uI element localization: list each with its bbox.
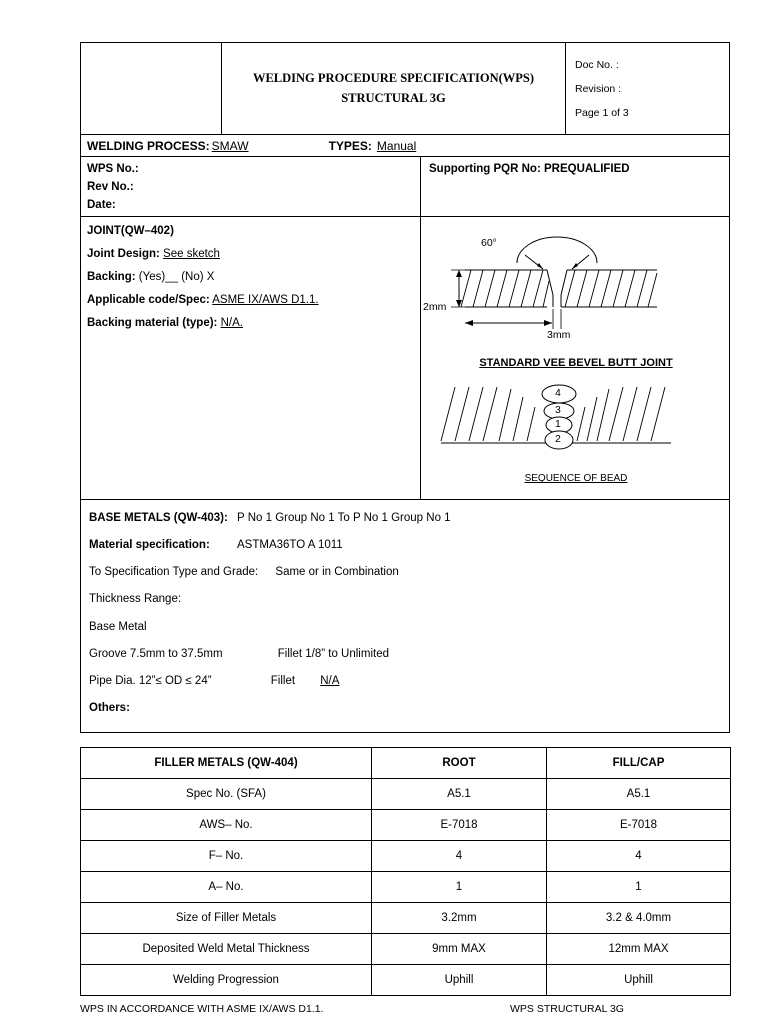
joint-sketch-cell [421, 217, 729, 499]
backing-row [87, 271, 414, 283]
row-root-value: 1 [372, 871, 547, 902]
revision-label: Revision : [575, 83, 622, 96]
table-row [81, 933, 731, 964]
document-header [80, 42, 730, 135]
row-root-value: 9mm MAX [372, 933, 547, 964]
supporting-pqr-label: Supporting PQR No: PREQUALIFIED [429, 163, 630, 175]
bead-number-1: 1 [555, 418, 561, 431]
row-label: A– No. [81, 871, 372, 902]
material-spec-value: ASTMA36TO A 1011 [237, 539, 343, 552]
bead-sequence-sketch-svg [425, 379, 725, 479]
row-label: Welding Progression [81, 964, 372, 995]
row-label: F– No. [81, 840, 372, 871]
pipe-dia-range: Pipe Dia. 12”≤ OD ≤ 24” [89, 674, 212, 687]
angle-label: 60° [481, 237, 497, 250]
footer-right-text: WPS STRUCTURAL 3G [510, 1002, 624, 1015]
doc-no-label: Doc No. : [575, 59, 619, 71]
table-header-row [81, 747, 731, 778]
types-label: TYPES: [328, 138, 372, 153]
wps-id-cell [81, 157, 421, 216]
bead-number-4: 4 [555, 387, 561, 400]
column-header-category: FILLER METALS (QW-404) [81, 747, 372, 778]
column-header-fillcap: FILL/CAP [547, 747, 731, 778]
column-header-root: ROOT [372, 747, 547, 778]
base-metals-title: BASE METALS (QW-403): [89, 512, 228, 525]
row-root-value: 3.2mm [372, 902, 547, 933]
row-label: Spec No. (SFA) [81, 778, 372, 809]
filler-metals-table [80, 747, 731, 996]
joint-design-label: Joint Design: [87, 248, 160, 261]
table-row [81, 964, 731, 995]
joint-design-value: See sketch [163, 248, 220, 261]
row-fillcap-value: 4 [547, 840, 731, 871]
supporting-pqr-cell [421, 157, 729, 216]
root-gap-label: 3mm [547, 329, 571, 342]
table-row [81, 902, 731, 933]
code-spec-row [87, 294, 414, 306]
document-footer [80, 1003, 730, 1015]
page-title-line1: WELDING PROCEDURE SPECIFICATION(WPS) [252, 71, 535, 86]
welding-process-label: WELDING PROCESS: [87, 138, 210, 153]
page-title-line2: STRUCTURAL 3G [341, 90, 446, 105]
type-grade-row [89, 559, 721, 586]
row-fillcap-value: Uphill [547, 964, 731, 995]
welding-process-row [80, 135, 730, 156]
thickness-label: 2mm [423, 301, 447, 314]
table-row [81, 840, 731, 871]
code-spec-label: Applicable code/Spec: [87, 294, 210, 307]
row-fillcap-value: 12mm MAX [547, 933, 731, 964]
wps-body [80, 156, 730, 733]
thickness-range-label: Thickness Range: [89, 593, 182, 606]
wps-identification-row [81, 157, 729, 216]
sketch-caption-1: STANDARD VEE BEVEL BUTT JOINT [479, 357, 673, 370]
pipe-row [89, 668, 721, 695]
joint-section [81, 216, 729, 499]
row-label: AWS– No. [81, 809, 372, 840]
table-row [81, 809, 731, 840]
row-fillcap-value: 1 [547, 871, 731, 902]
joint-details-cell [81, 217, 421, 499]
material-spec-row [89, 532, 721, 559]
sketch-caption-2: SEQUENCE OF BEAD [524, 473, 628, 485]
backing-material-row [87, 317, 414, 329]
others-label: Others: [89, 701, 130, 714]
backing-material-value: N/A. [220, 317, 243, 330]
rev-no-label: Rev No.: [87, 180, 134, 193]
table-row [81, 871, 731, 902]
base-metals-pno: P No 1 Group No 1 To P No 1 Group No 1 [237, 512, 451, 525]
joint-sketch [423, 221, 723, 493]
type-grade-label: To Specification Type and Grade: [89, 566, 259, 579]
row-root-value: E-7018 [372, 809, 547, 840]
page-label: Page 1 of 3 [575, 107, 629, 120]
bead-number-3: 3 [555, 404, 561, 417]
header-logo-cell [81, 43, 222, 134]
base-metal-label: Base Metal [89, 620, 147, 633]
backing-material-label: Backing material (type): [87, 317, 218, 330]
row-fillcap-value: A5.1 [547, 778, 731, 809]
fillet-range: Fillet 1/8” to Unlimited [277, 647, 389, 660]
bead-number-2: 2 [555, 433, 561, 446]
row-fillcap-value: E-7018 [547, 809, 731, 840]
joint-section-title: JOINT(QW–402) [87, 225, 174, 238]
row-root-value: A5.1 [372, 778, 547, 809]
type-grade-value: Same or in Combination [275, 566, 399, 579]
code-spec-value: ASME IX/AWS D1.1. [212, 294, 319, 307]
row-label: Deposited Weld Metal Thickness [81, 933, 372, 964]
vee-bevel-sketch-svg [425, 225, 725, 355]
row-root-value: 4 [372, 840, 547, 871]
header-title-cell [222, 43, 566, 134]
pipe-fillet-label: Fillet [270, 674, 296, 687]
types-value: Manual [376, 138, 417, 153]
row-root-value: Uphill [372, 964, 547, 995]
base-metals-section [81, 499, 729, 731]
header-meta-cell [566, 43, 729, 134]
joint-design-row [87, 248, 414, 260]
table-row [81, 778, 731, 809]
groove-row [89, 641, 721, 668]
material-spec-label: Material specification: [89, 539, 210, 552]
backing-value: (Yes)__ (No) X [138, 271, 215, 284]
groove-range: Groove 7.5mm to 37.5mm [89, 647, 223, 660]
footer-left-text: WPS IN ACCORDANCE WITH ASME IX/AWS D1.1. [80, 1002, 324, 1015]
date-label: Date: [87, 198, 116, 211]
row-fillcap-value: 3.2 & 4.0mm [547, 902, 731, 933]
pipe-fillet-value: N/A [320, 674, 340, 687]
backing-label: Backing: [87, 271, 136, 284]
wps-no-label: WPS No.: [87, 163, 139, 175]
row-label: Size of Filler Metals [81, 902, 372, 933]
base-metals-title-row [89, 505, 721, 532]
welding-process-value: SMAW [211, 138, 249, 153]
